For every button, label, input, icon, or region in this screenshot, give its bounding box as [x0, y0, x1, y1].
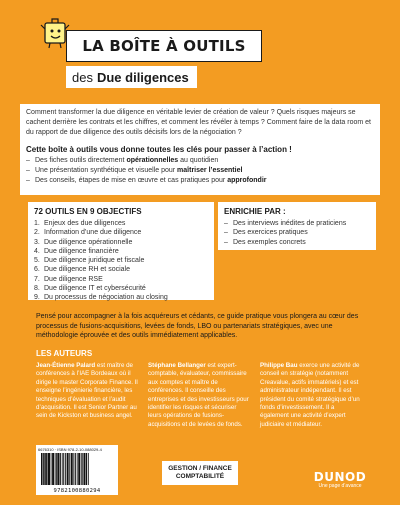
enriched-box	[218, 202, 376, 250]
objectives-heading: 72 OUTILS EN 9 OBJECTIFS	[34, 207, 142, 216]
pitch-text: Pensé pour accompagner à la fois acquéreurs et cédants, ce guide pratique vous plongera au cœur des processus de fusions-acquisitions, levées de fonds, LBO ou partenariats stratégiques, avec une méthodologie éprouvée et des outils immédiatement applicables.	[36, 313, 359, 339]
enriched-item: – Des exercices pratiques	[224, 228, 370, 237]
keys-box	[20, 141, 380, 195]
publisher-name: DUNOD	[313, 470, 367, 484]
ean-number: 9782100880294	[53, 488, 101, 494]
intro-text: Comment transformer la due diligence en véritable levier de création de valeur ? Quels risques majeurs se cachent derrière les contrats et les chiffres, et comment les révéler à temps ? Comment faire de la data room et du rapport de due diligence des outils décisifs lors de la négociation ?	[20, 104, 380, 148]
keys-item: – Des conseils, étapes de mise en œuvre et cas pratiques pour approfondir	[26, 176, 374, 186]
objective-item: 7. Due diligence RSE	[34, 275, 103, 283]
objective-item: 8. Due diligence IT et cybersécurité	[34, 285, 146, 293]
author-bio: Jean-Étienne Palard est maître de conférences à l’IAE Bordeaux où il dirige le master Corporate Finance. Il enseigne l’ingénierie financière, les techniques d’évaluation et l’audit d’acquisition. Il est Senior Partner au sein de Kickston et business angel.	[36, 362, 138, 420]
objectives-list	[34, 219, 208, 303]
subtitle-bold: Due diligences	[96, 69, 189, 85]
isbn-line: 6676310 · ISBN 978-2-10-088029-4	[38, 447, 102, 452]
keys-heading: Cette boîte à outils vous donne toutes les clés pour passer à l’action !	[26, 145, 292, 154]
objective-item: 1. Enjeux des due diligences	[34, 220, 126, 227]
objective-item: 2. Information d’une due diligence	[34, 229, 142, 237]
objective-item: 6. Due diligence RH et sociale	[34, 266, 130, 274]
objective-item: 3. Due diligence opérationnelle	[34, 238, 133, 246]
enriched-list	[224, 219, 370, 247]
enriched-item: – Des exemples concrets	[224, 238, 370, 247]
objectives-box	[28, 202, 214, 300]
category-label: GESTION / FINANCE COMPTABILITÉ	[162, 461, 238, 485]
book-title: LA BOÎTE À OUTILS	[82, 37, 246, 55]
keys-list	[26, 156, 374, 186]
subtitle-prefix: des	[72, 69, 93, 85]
author-bio: Philippe Bau exerce une activité de conseil en stratégie (notamment Creavalue, actifs immatériels) et est administrateur indépendant. Il est président du comité stratégique d’un fonds d’investissement. Il a également une activité d’expert judiciaire et médiateur.	[260, 362, 360, 428]
publisher-tagline: Une page d’avance	[318, 483, 362, 489]
barcode	[36, 445, 118, 495]
enriched-item: – Des interviews inédites de praticiens	[224, 219, 370, 228]
enriched-heading: ENRICHIE PAR :	[224, 207, 286, 216]
objective-item: 4. Due diligence financière	[34, 247, 119, 255]
keys-item: – Une présentation synthétique et visuelle pour maîtriser l’essentiel	[26, 166, 374, 176]
cover-header	[0, 0, 400, 95]
keys-item: – Des fiches outils directement opérationnelles au quotidien	[26, 156, 374, 166]
barcode-bars-icon	[40, 453, 114, 485]
subtitle-box	[66, 66, 197, 88]
title-box	[66, 30, 262, 62]
author-bio: Stéphane Bellanger est expert-comptable, évaluateur, commissaire aux comptes et maître de conférences. Il conseille des entreprises et des investisseurs pour identifier les risques et sécuriser leurs opérations de fusions-acquisitions et de levées de fonds.	[148, 362, 249, 428]
publisher-logo	[310, 470, 370, 489]
objective-item: 5. Due diligence juridique et fiscale	[34, 257, 145, 265]
objective-item: 9. Du processus de négociation au closing	[34, 294, 168, 302]
authors-heading: LES AUTEURS	[36, 349, 93, 358]
